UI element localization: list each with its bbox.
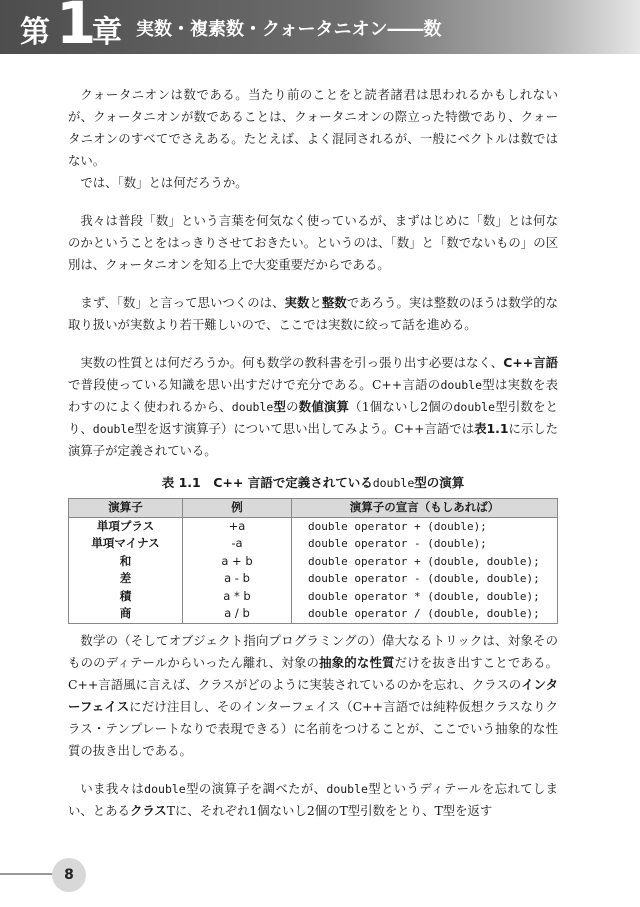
bold-term-cpp: C++言語 [503,355,558,370]
operator-name: 差 [69,570,183,588]
text-run: （1個ないし2個の [349,399,454,414]
code-double: double [231,400,274,414]
table-reference: 表1.1 [474,421,509,436]
table-row [69,588,558,606]
table-row [69,553,558,571]
bold-term-integer: 整数 [321,295,347,310]
paragraph-6 [68,630,558,762]
text-run: 型というディテールを忘れてしまい、とある [68,780,559,818]
text-run: にだけ注目し、そのインターフェイス（C++言語では純粋仮想クラスなりクラス・テンプレートなりで表現できる）に名前をつけることが、ここでいう抽象的な性質の抜き出しである。 [68,698,558,758]
code-double: double [326,781,368,796]
text-run: 型を返す演算子）について思い出してみよう。C++言語では [134,421,475,436]
operator-name: 単項マイナス [69,535,183,553]
chapter-title: 実数・複素数・クォータニオン――数 [136,19,442,40]
operator-example: a * b [183,588,292,606]
text-run: で普段使っている知識を思い出すだけで充分である。C++言語の [68,377,441,392]
paragraph-5 [68,352,558,462]
table-row [69,570,558,588]
code-double: double [440,378,483,392]
chapter-prefix: 第 [20,15,50,50]
operator-example: a - b [183,570,292,588]
operator-example: +a [183,517,292,535]
chapter-number: 1 [56,0,97,57]
code-double: double [453,400,496,414]
operator-declaration: double operator + (double); [292,517,558,535]
text-run: と [309,295,322,310]
text-run: に示した演算子が定義されている。 [68,421,558,458]
header-operator: 演算子 [69,499,183,518]
text-run: 数学の（そしてオブジェクト指向プログラミングの）偉大なるトリックは、対象そのもののディテールからいったん離れ、対象の [68,632,558,670]
footer-rule [0,873,60,875]
operator-name: 積 [69,588,183,606]
bold-term-interface: インターフェイス [68,676,558,714]
bold-term-real-number: 実数 [284,295,310,310]
header-example: 例 [183,499,292,518]
operator-declaration: double operator - (double); [292,535,558,553]
paragraph-7 [68,778,558,822]
paragraph-3: 我々は普段「数」という言葉を何気なく使っているが、まずはじめに「数」とは何なのかということをはっきりさせておきたい。というのは、「数」と「数でないもの」の区別は、クォータニオンを知る上で大変重要だからである。 [68,213,558,272]
text-run: であろう。実は整数のほうは数学的な取り扱いが実数より若干難しいので、ここでは実数に絞って話を進める。 [68,295,559,332]
operator-name: 商 [69,605,183,623]
table-row [69,517,558,535]
chapter-header [0,0,640,57]
table-caption [68,472,558,494]
operator-declaration: double operator - (double, double); [292,570,558,588]
bold-term-numeric-ops: 数値演算 [298,399,350,414]
operator-declaration: double operator / (double, double); [292,605,558,623]
page-number: 8 [52,858,86,892]
text-run: の [286,399,299,414]
table-header-row [69,499,558,518]
header-declaration: 演算子の宣言（もしあれば） [292,499,558,518]
text-run: 型の演算子を調べたが、 [185,780,327,796]
table-row [69,605,558,623]
table-row [69,535,558,553]
operator-example: a + b [183,553,292,571]
operator-example: -a [183,535,292,553]
caption-suffix: 型の演算 [414,475,465,490]
caption-prefix: 表 1.1 C++ 言語で定義されている [161,475,373,490]
caption-code: double [372,476,415,490]
paragraph-4 [68,292,558,336]
operator-name: 和 [69,553,183,571]
bold-term-type: 型 [273,399,287,414]
text-run: まず、「数」と言って思いつくのは、 [80,295,285,310]
operator-declaration: double operator * (double, double); [292,588,558,606]
bold-term-class: クラス [129,802,167,818]
operator-example: a / b [183,605,292,623]
code-double: double [92,422,135,436]
text-run: 型引数をとり、 [68,399,559,436]
paragraph-2: では、「数」とは何だろうか。 [80,175,248,190]
bold-term-abstract-property: 抽象的な性質 [319,654,395,670]
text-run: Tに、それぞれ1個ないし2個のT型引数をとり、T型を返す [166,802,493,818]
text-run: だけを抜き出すことである。C++言語風に言えば、クラスがどのように実装されているのかを忘れ、クラスの [68,654,559,692]
page-body [68,84,558,822]
operator-declaration: double operator + (double, double); [292,553,558,571]
chapter-suffix: 章 [92,15,122,50]
text-run: 型は実数を表わすのによく使われるから、 [68,377,559,414]
paragraph-1: クォータニオンは数である。当たり前のことをと読者諸君は思われるかもしれないが、クォータニオンが数であることは、クォータニオンの際立った特徴であり、クォータニオンのすべてでさえある。たとえば、よく混同されるが、一般にベクトルは数ではない。 [68,87,558,168]
operator-name: 単項プラス [69,517,183,535]
text-run: 実数の性質とは何だろうか。何も数学の教科書を引っ張り出す必要はなく、 [80,355,504,370]
operators-table [68,498,558,624]
text-run: いま我々は [80,780,145,796]
code-double: double [144,781,186,796]
